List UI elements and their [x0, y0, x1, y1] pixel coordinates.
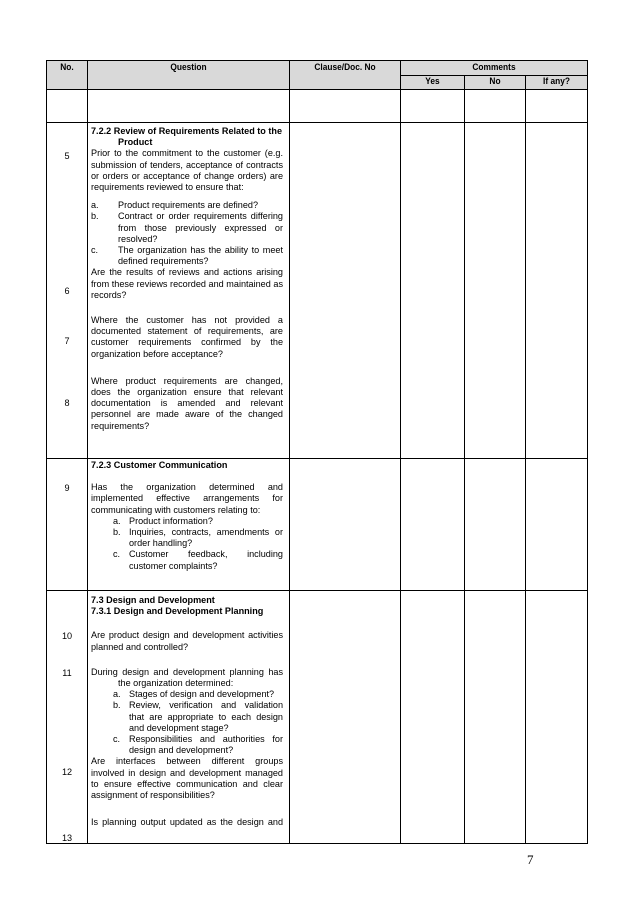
- question-11-item-c: [91, 734, 283, 756]
- question-11-text: During design and development planning has: [91, 666, 283, 677]
- question-6-text: Are the results of reviews and actions arising from these reviews recorded and maintained as records?: [91, 267, 283, 300]
- empty-row-clause[interactable]: [289, 89, 401, 123]
- section-73-title: 7.3 Design and Development: [91, 595, 215, 605]
- section-722-title: 7.2.2 Review of Requirements Related to the: [91, 126, 283, 136]
- section-73-block: [91, 595, 283, 828]
- row-722-no-answer[interactable]: [464, 122, 526, 459]
- item-text: Customer feedback, including customer complaints?: [129, 549, 283, 571]
- question-number-5: 5: [64, 151, 70, 161]
- item-label: a.: [113, 689, 121, 700]
- row-722-yes[interactable]: [400, 122, 465, 459]
- empty-row-if-any[interactable]: [525, 89, 588, 123]
- question-number-13: 13: [61, 833, 73, 843]
- item-label: a.: [91, 200, 99, 211]
- question-12-text: Are interfaces between different groups involved in design and development managed to ensure effective communication and clear assignment of responsibilities?: [91, 756, 283, 801]
- empty-row-question: [87, 89, 290, 123]
- item-text: Inquiries, contracts, amendments or order handling?: [129, 527, 283, 549]
- question-number-6: 6: [64, 286, 70, 296]
- item-text: Product information?: [129, 515, 213, 526]
- question-number-8: 8: [64, 398, 70, 408]
- header-question-label: Question: [170, 62, 207, 73]
- question-5-text: Prior to the commitment to the customer (e.g. submission of tenders, acceptance of contracts or orders or acceptance of change orders) are requirements reviewed to ensure that:: [91, 148, 283, 193]
- question-5-item-a: [91, 200, 283, 211]
- item-label: c.: [113, 734, 121, 745]
- row-73-yes[interactable]: [400, 590, 465, 844]
- header-no-label: No.: [60, 62, 74, 73]
- section-731-title: 7.3.1 Design and Development Planning: [91, 606, 264, 617]
- empty-row-yes[interactable]: [400, 89, 465, 123]
- item-label: c.: [91, 245, 99, 256]
- item-text: Contract or order requirements differing from those previously expressed or resolved?: [118, 211, 283, 244]
- header-clause-label: Clause/Doc. No: [314, 62, 376, 73]
- question-5-item-c: [91, 245, 283, 267]
- item-text: Review, verification and validation that are appropriate to each design and development stage?: [129, 700, 283, 733]
- item-text: The organization has the ability to meet defined requirements?: [118, 245, 283, 267]
- row-723-no-answer[interactable]: [464, 458, 526, 591]
- question-5-item-b: [91, 211, 283, 245]
- header-comments-label: Comments: [472, 62, 516, 73]
- item-text: Stages of design and development?: [129, 689, 275, 700]
- page-number: 7: [527, 852, 534, 867]
- row-723-no: [46, 458, 88, 591]
- question-9-item-c: [91, 549, 283, 571]
- section-723-block: [91, 460, 283, 572]
- question-number-10: 10: [61, 631, 73, 641]
- row-73-clause[interactable]: [289, 590, 401, 844]
- question-number-12: 12: [61, 767, 73, 777]
- section-722-block: [91, 126, 283, 432]
- item-label: b.: [113, 700, 121, 711]
- row-73-no: [46, 590, 88, 844]
- empty-row-no: [46, 89, 88, 123]
- empty-row-no-answer[interactable]: [464, 89, 526, 123]
- row-722-clause[interactable]: [289, 122, 401, 459]
- item-label: c.: [113, 549, 121, 560]
- question-9-item-b: [91, 527, 283, 549]
- item-text: Responsibilities and authorities for design and development?: [129, 734, 283, 756]
- header-yes-label: Yes: [425, 76, 440, 87]
- question-number-7: 7: [64, 336, 70, 346]
- header-no-answer-label: No: [489, 76, 501, 87]
- section-722-title-cont: Product: [118, 137, 153, 148]
- row-73-no-answer[interactable]: [464, 590, 526, 844]
- header-if-any-label: If any?: [543, 76, 570, 87]
- question-11-text-cont: the organization determined:: [118, 678, 234, 689]
- question-11-item-a: [91, 689, 283, 700]
- row-722-if-any[interactable]: [525, 122, 588, 459]
- question-9-text: Has the organization determined and implemented effective arrangements for communicating with customers relating to:: [91, 482, 283, 515]
- section-723-title: 7.2.3 Customer Communication: [91, 460, 228, 470]
- question-10-text: Are product design and development activities planned and controlled?: [91, 630, 283, 652]
- row-723-if-any[interactable]: [525, 458, 588, 591]
- question-7-text: Where the customer has not provided a documented statement of requirements, are customer requirements confirmed by the organization before acceptance?: [91, 315, 283, 359]
- item-label: b.: [113, 527, 121, 538]
- item-label: a.: [113, 515, 121, 526]
- question-8-text: Where product requirements are changed, does the organization ensure that relevant documentation is amended and relevant personnel are made aware of the changed requirements?: [91, 375, 283, 431]
- item-label: b.: [91, 211, 99, 222]
- row-723-yes[interactable]: [400, 458, 465, 591]
- question-11-item-b: [91, 700, 283, 734]
- question-number-9: 9: [64, 483, 70, 493]
- question-number-11: 11: [62, 668, 72, 678]
- question-13-text: Is planning output updated as the design and: [91, 817, 283, 828]
- row-723-clause[interactable]: [289, 458, 401, 591]
- item-text: Product requirements are defined?: [118, 200, 259, 211]
- question-9-item-a: [91, 516, 283, 527]
- row-73-if-any[interactable]: [525, 590, 588, 844]
